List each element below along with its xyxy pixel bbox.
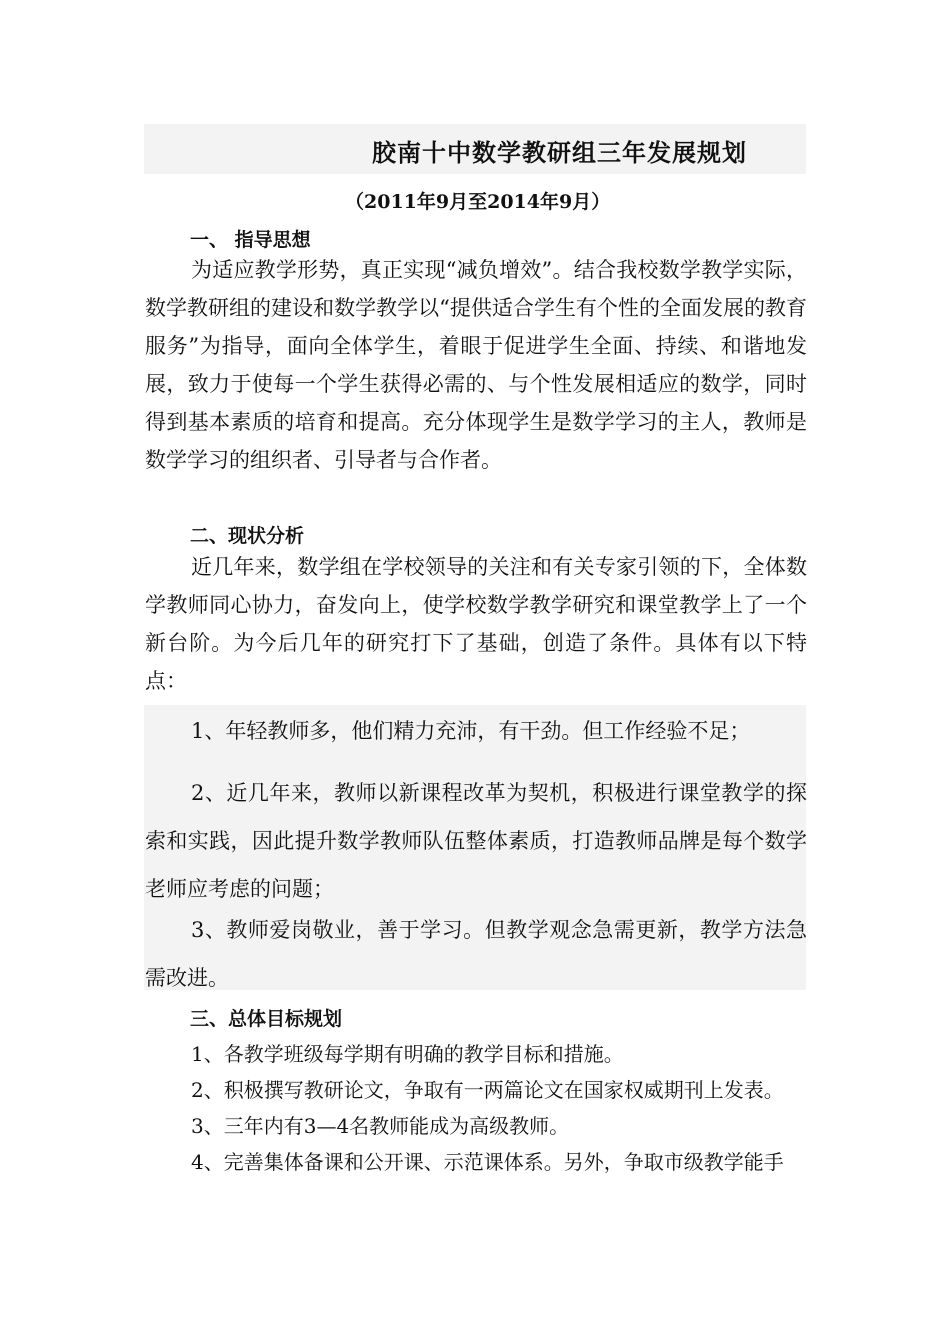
section3-item-2: 2、积极撰写教研论文，争取有一两篇论文在国家权威期刊上发表。: [191, 1078, 784, 1102]
section3-item-4: 4、完善集体备课和公开课、示范课体系。另外，争取市级教学能手: [191, 1150, 784, 1174]
section2-item-3: 3、教师爱岗敬业，善于学习。但教学观念急需更新，教学方法急需改进。: [145, 918, 807, 990]
section1-body: 为适应教学形势，真正实现“减负增效”。结合我校数学教学实际，数学教研组的建设和数学教学以“提供适合学生有个性的全面发展的教育服务”为指导，面向全体学生，着眼于促进学生全面、持续、和谐地发展，致力于使每一个学生获得必需的、与个性发展相适应的数学，同时得到基本素质的培育和提高。充分体现学生是数学学习的主人，教师是数学学习的组织者、引导者与合作者。: [145, 258, 807, 472]
section3-item-3: 3、三年内有3—4名教师能成为高级教师。: [191, 1114, 570, 1138]
section2-heading: 二、现状分析: [190, 525, 305, 547]
document-title: 胶南十中数学教研组三年发展规划: [372, 138, 747, 167]
section1-heading: 一、 指导思想: [190, 229, 311, 251]
section3-item-1: 1、各教学班级每学期有明确的教学目标和措施。: [191, 1042, 624, 1066]
document-subtitle: （2011年9月至2014年9月）: [345, 191, 611, 213]
section2-item-1: 1、年轻教师多，他们精力充沛，有干劲。但工作经验不足；: [191, 719, 751, 743]
section3-heading: 三、总体目标规划: [190, 1008, 343, 1030]
section2-item-2: 2、近几年来，教师以新课程改革为契机，积极进行课堂教学的探索和实践，因此提升数学教师队伍整体素质，打造教师品牌是每个数学老师应考虑的问题；: [145, 781, 807, 901]
section2-body: 近几年来，数学组在学校领导的关注和有关专家引领的下，全体数学教师同心协力，奋发向上，使学校数学教学研究和课堂教学上了一个新台阶。为今后几年的研究打下了基础，创造了条件。具体有以下特点：: [145, 555, 807, 693]
